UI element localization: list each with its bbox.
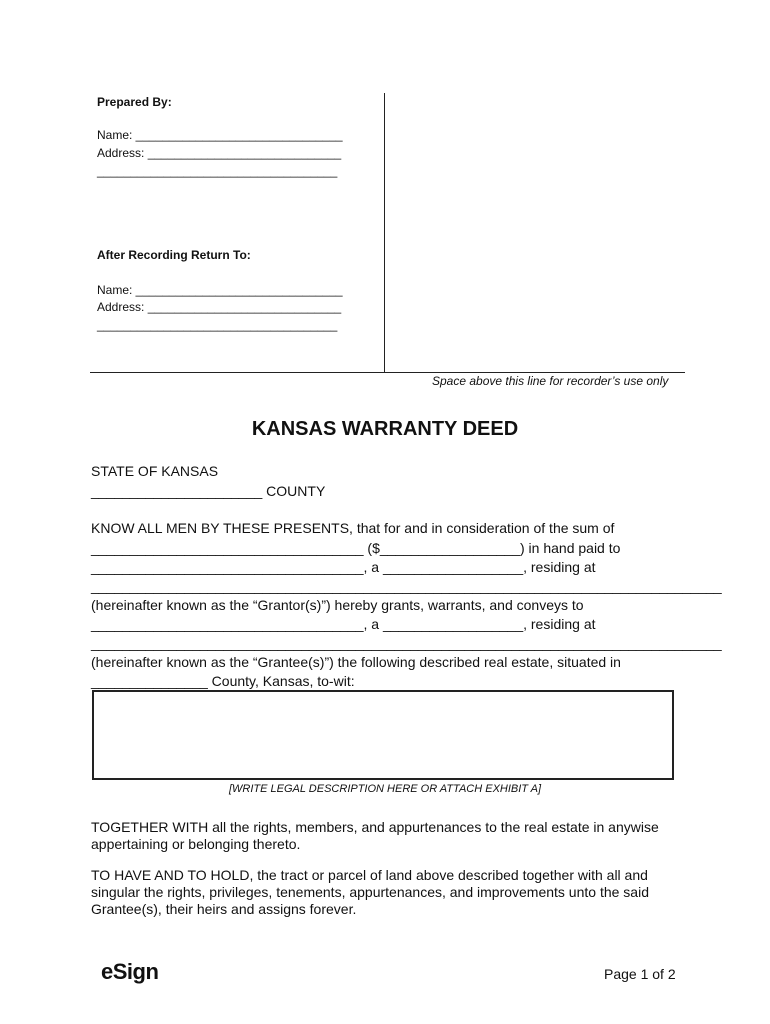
legal-description-caption: [WRITE LEGAL DESCRIPTION HERE OR ATTACH EXHIBIT A] xyxy=(228,783,542,795)
document-title: KANSAS WARRANTY DEED xyxy=(251,418,519,440)
return-to-address-field[interactable]: Address: _____________________________ xyxy=(97,300,342,314)
prepared-by-heading: Prepared By: xyxy=(97,95,172,109)
county-situated-field-line[interactable]: _______________ County, Kansas, to-wit: xyxy=(91,673,355,689)
page-number: Page 1 of 2 xyxy=(604,966,676,982)
to-have-line-1: TO HAVE AND TO HOLD, the tract or parcel of land above described together with all and xyxy=(91,867,648,883)
return-to-name-field[interactable]: Name: _______________________________ xyxy=(97,283,343,297)
return-to-address-line-2[interactable]: ____________________________________ xyxy=(97,318,338,332)
amount-field-line[interactable]: ___________________________________ ($__________________) in hand paid to xyxy=(91,540,621,556)
recorder-note: Space above this line for recorder’s use only xyxy=(432,374,669,388)
grantee-address-field-line[interactable]: _________________________________________________________________________________ xyxy=(91,635,722,651)
grantee-name-field-line[interactable]: ___________________________________, a __________________, residing at xyxy=(91,616,596,632)
to-have-line-2: singular the rights, privileges, tenements, appurtenances, and improvements unto the said xyxy=(91,884,649,900)
recorder-divider-horizontal xyxy=(90,372,685,373)
legal-description-box[interactable] xyxy=(92,690,674,780)
prepared-by-address-line-2[interactable]: ____________________________________ xyxy=(97,164,338,178)
prepared-by-address-field[interactable]: Address: _____________________________ xyxy=(97,146,342,160)
to-have-line-3: Grantee(s), their heirs and assigns forever. xyxy=(91,901,357,917)
recorder-divider-vertical xyxy=(384,93,385,372)
together-with-line-2: appertaining or belonging thereto. xyxy=(91,836,301,852)
prepared-by-name-field[interactable]: Name: _______________________________ xyxy=(97,128,343,142)
state-line: STATE OF KANSAS xyxy=(91,463,219,479)
grantor-address-field-line[interactable]: _________________________________________________________________________________ xyxy=(91,578,722,594)
grantee-clause-line: (hereinafter known as the “Grantee(s)”) the following described real estate, situated in xyxy=(91,654,621,670)
grantor-clause-line: (hereinafter known as the “Grantor(s)”) hereby grants, warrants, and conveys to xyxy=(91,597,584,613)
county-field[interactable]: ______________________ COUNTY xyxy=(91,483,326,499)
esign-logo: eSign xyxy=(101,959,159,984)
consideration-line: KNOW ALL MEN BY THESE PRESENTS, that for and in consideration of the sum of xyxy=(91,520,615,536)
return-to-heading: After Recording Return To: xyxy=(97,248,251,262)
together-with-line-1: TOGETHER WITH all the rights, members, and appurtenances to the real estate in anywise xyxy=(91,819,659,835)
grantor-name-field-line[interactable]: ___________________________________, a __________________, residing at xyxy=(91,559,596,575)
